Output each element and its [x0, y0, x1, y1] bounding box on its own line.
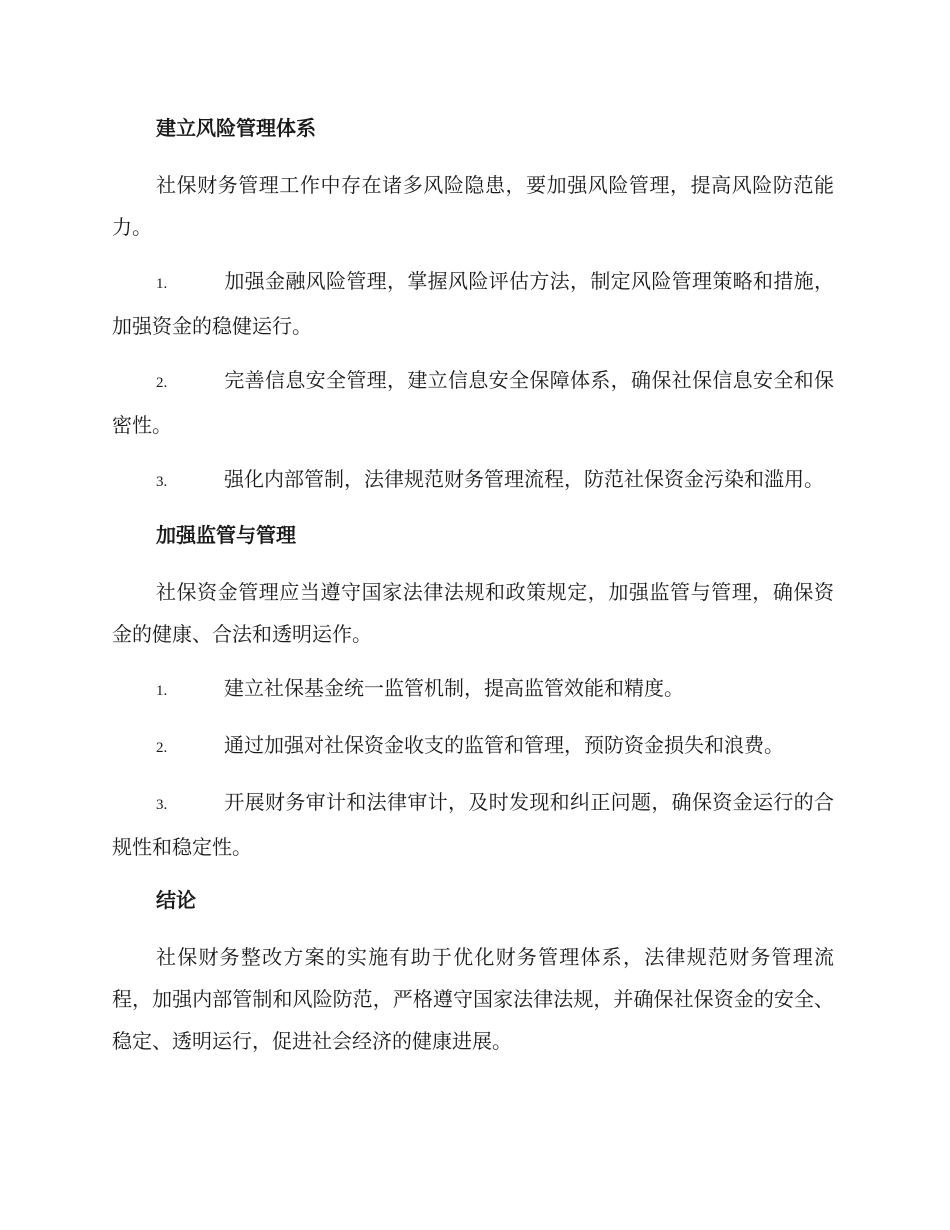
section-heading: 结论 [156, 888, 196, 912]
list-item-text: 开展财务审计和法律审计，及时发现和纠正问题，确保资金运行的合规性和稳定性。 [112, 790, 834, 859]
list-item [112, 724, 834, 769]
document-page [112, 108, 834, 1074]
list-item-text: 通过加强对社保资金收支的监管和管理，预防资金损失和浪费。 [224, 733, 784, 757]
section-paragraph: 社保财务管理工作中存在诸多风险隐患，要加强风险管理，提高风险防范能力。 [112, 173, 834, 239]
section-paragraph: 社保资金管理应当遵守国家法律法规和政策规定，加强监管与管理，确保资金的健康、合法和透明运作。 [112, 580, 834, 646]
list-item-text: 建立社保基金统一监管机制，提高监管效能和精度。 [224, 676, 684, 700]
section-paragraph: 社保财务整改方案的实施有助于优化财务管理体系，法律规范财务管理流程，加强内部管制和风险防范，严格遵守国家法律法规，并确保社保资金的安全、稳定、透明运行，促进社会经济的健康进展。 [112, 945, 834, 1053]
list-item [112, 458, 834, 503]
list-item-number: 3. [156, 474, 168, 490]
section-heading: 建立风险管理体系 [156, 116, 316, 140]
list-item-number: 1. [156, 683, 168, 699]
list-item-number: 3. [156, 797, 168, 813]
list-item-number: 1. [156, 276, 168, 292]
list-item-text: 完善信息安全管理，建立信息安全保障体系，确保社保信息安全和保密性。 [112, 368, 834, 437]
list-item [112, 359, 834, 446]
list-item-text: 加强金融风险管理，掌握风险评估方法，制定风险管理策略和措施，加强资金的稳健运行。 [112, 269, 834, 338]
list-item-text: 强化内部管制，法律规范财务管理流程，防范社保资金污染和滥用。 [224, 467, 824, 491]
list-item [112, 260, 834, 347]
list-item-number: 2. [156, 740, 168, 756]
list-item [112, 781, 834, 868]
section-heading: 加强监管与管理 [156, 523, 296, 547]
list-item [112, 667, 834, 712]
list-item-number: 2. [156, 375, 168, 391]
